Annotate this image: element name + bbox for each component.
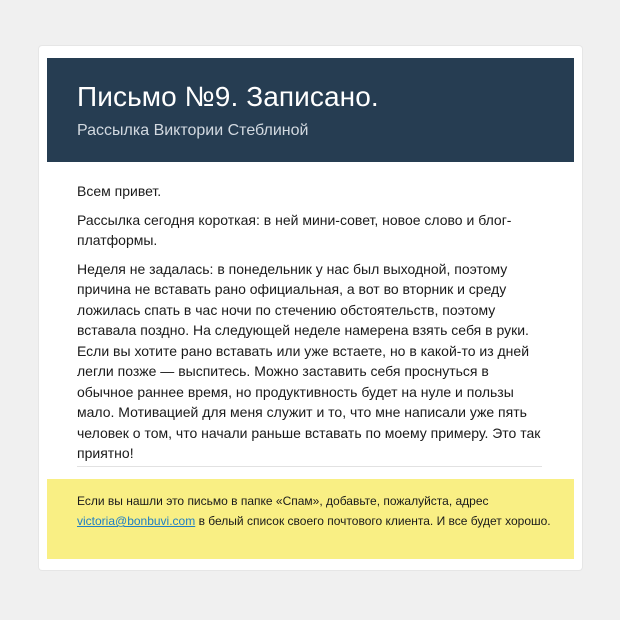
spam-notice-text-end: в белый список своего почтового клиента. И все будет хорошо. — [198, 514, 551, 528]
email-header — [47, 58, 574, 162]
intro-text: Рассылка сегодня короткая: в ней мини-совет, новое слово и блог-платформы. — [77, 211, 512, 248]
email-title: Письмо №9. Записано. — [77, 81, 379, 112]
spam-notice-text: Если вы нашли это письмо в папке «Спам», добавьте, пожалуйста, адрес — [77, 494, 489, 508]
spam-notice — [47, 479, 574, 559]
greeting-text: Всем привет. — [77, 183, 162, 199]
email-card — [39, 46, 582, 570]
email-body — [77, 181, 547, 472]
email-subtitle: Рассылка Виктории Стеблиной — [77, 122, 309, 139]
divider — [77, 466, 542, 467]
main-paragraph: Неделя не задалась: в понедельник у нас был выходной, поэтому причина не вставать рано официальная, а вот во вторник и среду ложилась спать в час ночи по стечению обстоятельств, поэтому вставала поздно. На следующей неделе намерена взять себя в руки. Если вы хотите рано вставать или уже встаете, но в какой-то из дней легли позже — выспитесь. Можно заставить себя проснуться в обычное раннее время, но продуктивность будет на нуле и пользы мало. Мотивацией для меня служит и то, что мне написали уже пять человек о том, что начали раньше вставать по моему примеру. Это так приятно! — [77, 260, 541, 461]
email-link[interactable]: victoria@bonbuvi.com — [77, 514, 196, 528]
